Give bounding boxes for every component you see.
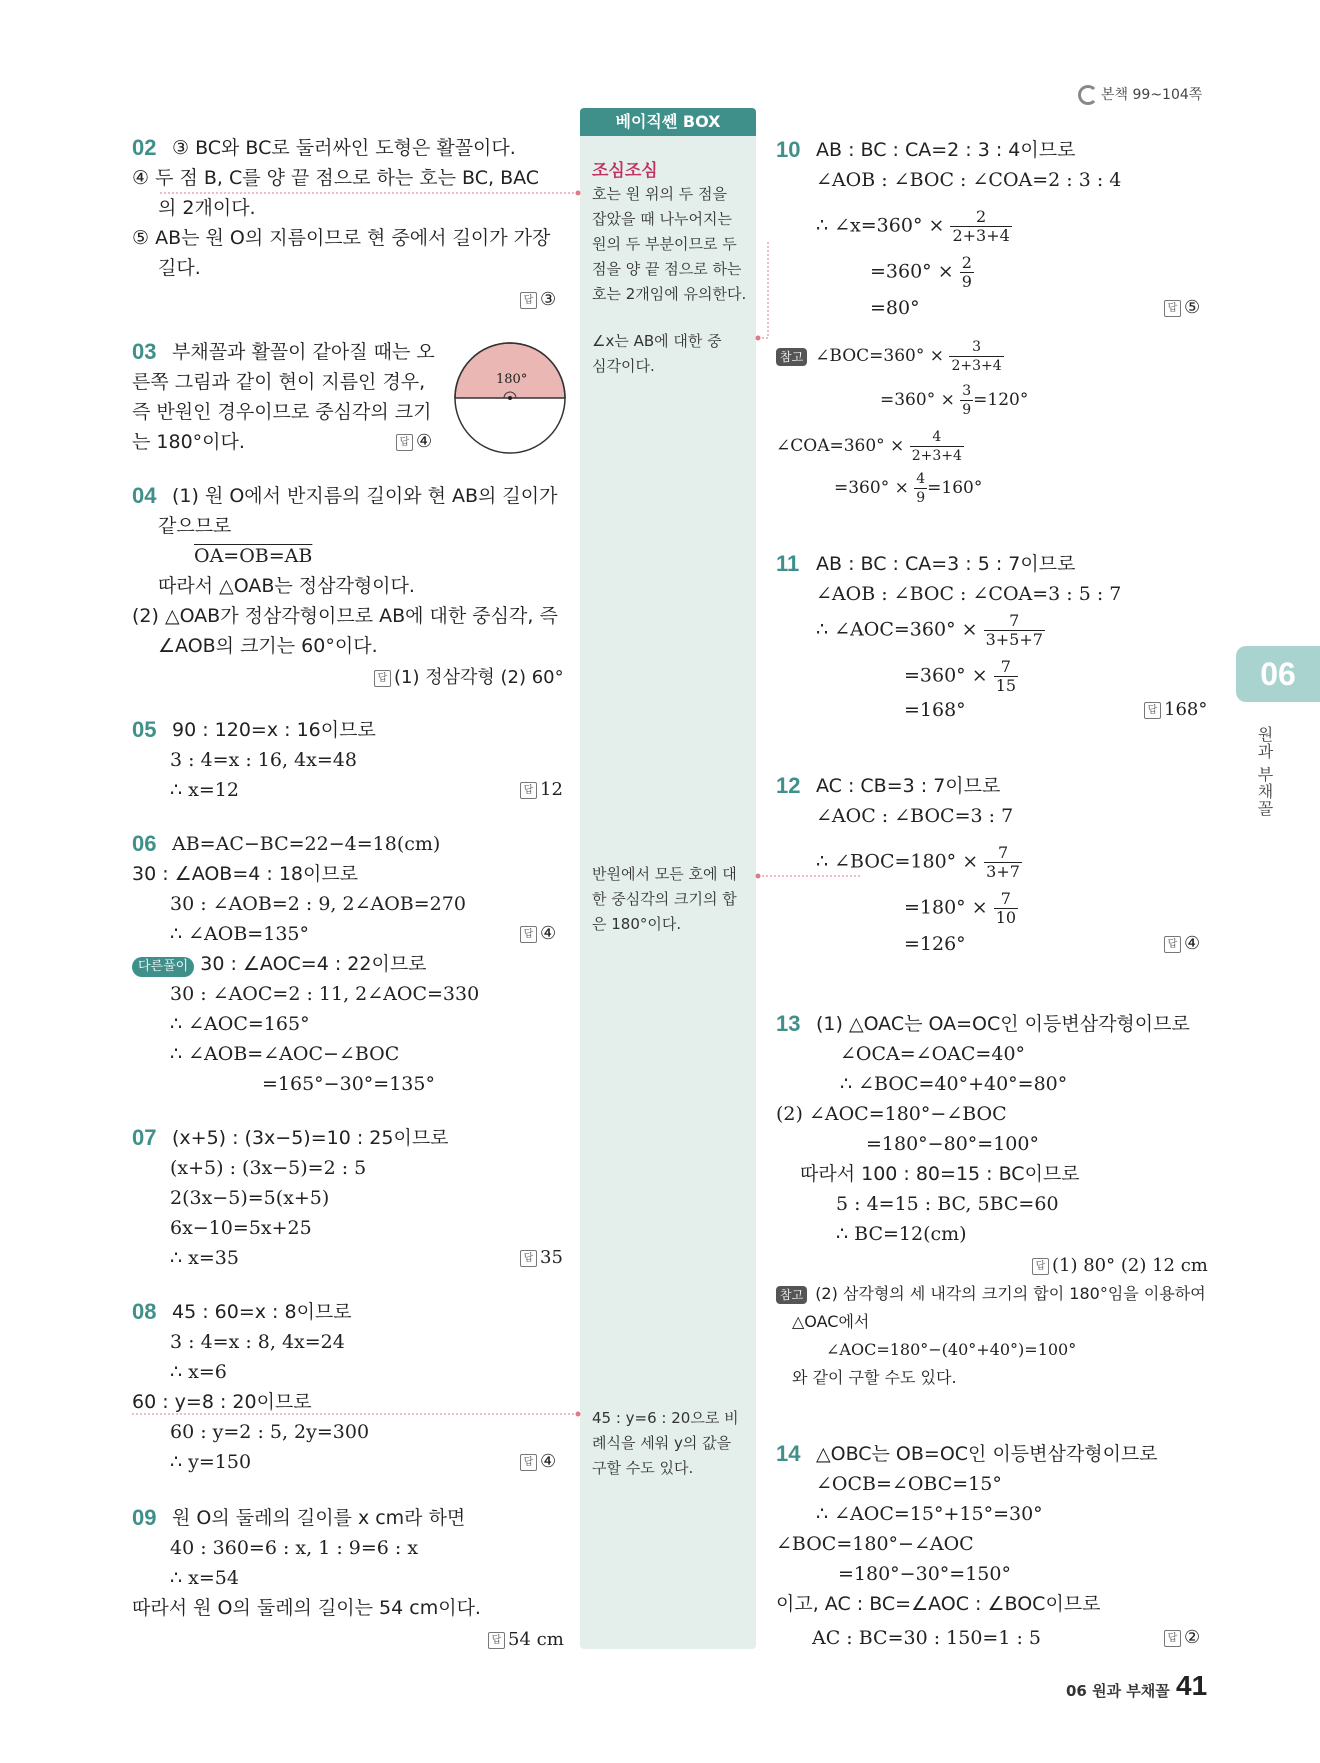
p09-line3: ∴ x=54 bbox=[170, 1567, 239, 1589]
p05-line2: 3 : 4=x : 16, 4x=48 bbox=[170, 749, 357, 771]
p10-line2: ∠AOB : ∠BOC : ∠COA=2 : 3 : 4 bbox=[816, 169, 1122, 191]
p08-line3: ∴ x=6 bbox=[170, 1361, 227, 1383]
p04-line3: OA=OB=AB bbox=[194, 545, 313, 567]
p14-line4: ∠BOC=180°−∠AOC bbox=[776, 1533, 974, 1555]
problem-number: 12 bbox=[776, 773, 801, 798]
p06-line2: 30 : ∠AOB=4 : 18이므로 bbox=[132, 863, 359, 885]
p13-ref-line4: 와 같이 구할 수도 있다. bbox=[792, 1368, 957, 1387]
problem-number: 02 bbox=[132, 135, 157, 160]
problem-number: 10 bbox=[776, 137, 801, 162]
p03-line1: 부채꼴과 활꼴이 같아질 때는 오 bbox=[172, 341, 435, 363]
fraction: $\frac{3}{9}$ bbox=[962, 383, 972, 418]
p08-line2: 3 : 4=x : 8, 4x=24 bbox=[170, 1331, 345, 1353]
p08-line1: 45 : 60=x : 8이므로 bbox=[172, 1301, 352, 1323]
p02-line4: ⑤ AB는 원 O의 지름이므로 현 중에서 길이가 가장 bbox=[132, 227, 551, 249]
fraction: $\frac{2}{2+3+4}$ bbox=[952, 207, 1010, 245]
fraction: $\frac{7}{3+7}$ bbox=[986, 843, 1020, 881]
p04-line6: ∠AOB의 크기는 60°이다. bbox=[158, 635, 378, 657]
p13-line5: =180°−80°=100° bbox=[866, 1133, 1039, 1155]
p11-line1: AB : BC : CA=3 : 5 : 7이므로 bbox=[816, 553, 1076, 575]
p13-line3: ∴ ∠BOC=40°+40°=80° bbox=[840, 1073, 1068, 1095]
p04-line4: 따라서 △OAB는 정삼각형이다. bbox=[158, 575, 415, 597]
p02-line5: 길다. bbox=[158, 257, 201, 279]
p03-answer: 답 ④ bbox=[396, 430, 432, 454]
answer-icon: 답 bbox=[1164, 1630, 1181, 1647]
answer-icon: 답 bbox=[520, 292, 537, 309]
p10-line4: =360° × $\frac{2}{9}$ bbox=[870, 253, 972, 291]
problem-number: 14 bbox=[776, 1441, 801, 1466]
p11-answer: 답 168° bbox=[1144, 698, 1207, 722]
fraction: $\frac{4}{2+3+4}$ bbox=[911, 429, 962, 464]
alt-solution-tag: 다른풀이 bbox=[132, 957, 194, 977]
p09-line4: 따라서 원 O의 둘레의 길이는 54 cm이다. bbox=[132, 1597, 481, 1619]
p14-line5: =180°−30°=150° bbox=[838, 1563, 1011, 1585]
p10-ref-line3: ∠COA=360° × $\frac{4}{2+3+4}$ bbox=[776, 429, 962, 464]
note-tag: 참고 bbox=[776, 348, 807, 366]
p10-line1: AB : BC : CA=2 : 3 : 4이므로 bbox=[816, 139, 1076, 161]
p13-line1: (1) △OAC는 OA=OC인 이등변삼각형이므로 bbox=[816, 1013, 1190, 1035]
p08-line4: 60 : y=8 : 20이므로 bbox=[132, 1391, 312, 1413]
box-note-1: 호는 원 위의 두 점을 잡았을 때 나누어지는 원의 두 부분이므로 두 점을 양 끝 점으로 하는 호는 2개임에 유의한다. bbox=[592, 185, 747, 303]
p07-line2: (x+5) : (3x−5)=2 : 5 bbox=[170, 1157, 367, 1179]
problem-number: 05 bbox=[132, 717, 157, 742]
box-note-3: 반원에서 모든 호에 대 한 중심각의 크기의 합 은 180°이다. bbox=[592, 865, 737, 933]
p12-line2: ∠AOC : ∠BOC=3 : 7 bbox=[816, 805, 1014, 827]
p06-line1: AB=AC−BC=22−4=18(cm) bbox=[172, 833, 441, 855]
answer-icon: 답 bbox=[1164, 936, 1181, 953]
p03-line3: 즉 반원인 경우이므로 중심각의 크기 bbox=[132, 401, 432, 423]
p13-ref-line2: △OAC에서 bbox=[792, 1312, 870, 1331]
p14-line7: AC : BC=30 : 150=1 : 5 bbox=[812, 1627, 1042, 1649]
p07-line4: 6x−10=5x+25 bbox=[170, 1217, 312, 1239]
p10-ref-line4: =360° × $\frac{4}{9}$ =160° bbox=[834, 471, 983, 506]
p06-line3: 30 : ∠AOB=2 : 9, 2∠AOB=270 bbox=[170, 893, 466, 915]
p07-line3: 2(3x−5)=5(x+5) bbox=[170, 1187, 330, 1209]
p06-alt-line: 다른풀이 30 : ∠AOC=4 : 22이므로 bbox=[132, 952, 427, 977]
p08-answer: 답 ④ bbox=[520, 1450, 556, 1474]
p12-line5: =126° bbox=[904, 933, 966, 955]
answer-icon: 답 bbox=[1032, 1258, 1049, 1275]
p14-line6: 이고, AC : BC=∠AOC : ∠BOC이므로 bbox=[776, 1593, 1101, 1615]
fraction: $\frac{7}{15}$ bbox=[995, 657, 1017, 695]
p02-line2: ④ 두 점 B, C를 양 끝 점으로 하는 호는 BC, BAC bbox=[132, 167, 540, 189]
p09-line2: 40 : 360=6 : x, 1 : 9=6 : x bbox=[170, 1537, 419, 1559]
p08-line5: 60 : y=2 : 5, 2y=300 bbox=[170, 1421, 370, 1443]
problem-number: 11 bbox=[776, 551, 800, 576]
note-tag: 참고 bbox=[776, 1286, 807, 1304]
p06-line4: ∴ ∠AOB=135° bbox=[170, 923, 309, 945]
p14-line2: ∠OCB=∠OBC=15° bbox=[816, 1473, 1002, 1495]
answer-icon: 답 bbox=[520, 1454, 537, 1471]
p03-line4: 는 180°이다. bbox=[132, 431, 245, 453]
p02-answer: 답 ③ bbox=[520, 288, 556, 312]
p07-line1: (x+5) : (3x−5)=10 : 25이므로 bbox=[172, 1127, 449, 1149]
p10-ref-line2: =360° × $\frac{3}{9}$ =120° bbox=[880, 383, 1029, 418]
p12-line1: AC : CB=3 : 7이므로 bbox=[816, 775, 1001, 797]
fraction: $\frac{7}{10}$ bbox=[995, 889, 1017, 927]
p04-line2: 같으므로 bbox=[158, 515, 232, 537]
chapter-tab-title: 원과 부채꼴 bbox=[1255, 726, 1274, 818]
p09-answer: 답 54 cm bbox=[488, 1628, 564, 1652]
p11-line3: ∴ ∠AOC=360° × $\frac{7}{3+5+7}$ bbox=[816, 611, 1043, 649]
p05-line3: ∴ x=12 bbox=[170, 779, 239, 801]
p04-answer: 답 (1) 정삼각형 (2) 60° bbox=[374, 666, 564, 690]
p13-ref-line3: ∠AOC=180°−(40°+40°)=100° bbox=[826, 1340, 1077, 1359]
problem-number: 06 bbox=[132, 831, 157, 856]
p10-line3: ∴ ∠x=360° × $\frac{2}{2+3+4}$ bbox=[816, 207, 1010, 245]
p13-line2: ∠OCA=∠OAC=40° bbox=[840, 1043, 1026, 1065]
answer-icon: 답 bbox=[520, 1250, 537, 1267]
figure-angle-label: 180° bbox=[496, 372, 528, 387]
problem-number: 08 bbox=[132, 1299, 157, 1324]
p06-line6: 30 : ∠AOC=2 : 11, 2∠AOC=330 bbox=[170, 983, 480, 1005]
footer-chapter: 06 원과 부채꼴 bbox=[1066, 1682, 1170, 1700]
problem-number: 13 bbox=[776, 1011, 801, 1036]
p13-answer: 답 (1) 80° (2) 12 cm bbox=[1032, 1254, 1208, 1278]
p13-line7: 5 : 4=15 : BC, 5BC=60 bbox=[836, 1193, 1059, 1215]
p12-line3: ∴ ∠BOC=180° × $\frac{7}{3+7}$ bbox=[816, 843, 1020, 881]
p14-line3: ∴ ∠AOC=15°+15°=30° bbox=[816, 1503, 1043, 1525]
p06-line7: ∴ ∠AOC=165° bbox=[170, 1013, 310, 1035]
problem-number: 03 bbox=[132, 339, 157, 364]
p10-ref-line1: 참고 ∠BOC=360° × $\frac{3}{2+3+4}$ bbox=[776, 338, 1004, 375]
p08-line6: ∴ y=150 bbox=[170, 1451, 252, 1473]
p11-line2: ∠AOB : ∠BOC : ∠COA=3 : 5 : 7 bbox=[816, 583, 1122, 605]
fraction: $\frac{3}{2+3+4}$ bbox=[951, 339, 1002, 374]
p07-line5: ∴ x=35 bbox=[170, 1247, 239, 1269]
p11-line4: =360° × $\frac{7}{15}$ bbox=[904, 657, 1017, 695]
p11-line5: =168° bbox=[904, 699, 966, 721]
p02-line1: ③ BC와 BC로 둘러싸인 도형은 활꼴이다. bbox=[172, 137, 516, 159]
p02-line3: 의 2개이다. bbox=[158, 197, 256, 219]
fraction: $\frac{7}{3+5+7}$ bbox=[985, 611, 1043, 649]
box-note-2: ∠x는 AB에 대한 중 심각이다. bbox=[592, 332, 722, 375]
p03-line2: 른쪽 그림과 같이 현이 지름인 경우, bbox=[132, 371, 426, 393]
p05-answer: 답 12 bbox=[520, 778, 563, 802]
p10-answer: 답 ⑤ bbox=[1164, 296, 1200, 320]
box-note-4: 45 : y=6 : 20으로 비 례식을 세워 y의 값을 구할 수도 있다. bbox=[592, 1409, 739, 1477]
caution-title: 조심조심 bbox=[592, 161, 658, 181]
p04-line1: (1) 원 O에서 반지름의 길이와 현 AB의 길이가 bbox=[172, 485, 558, 507]
p14-line1: △OBC는 OB=OC인 이등변삼각형이므로 bbox=[816, 1443, 1158, 1465]
p13-line6: 따라서 100 : 80=15 : BC이므로 bbox=[800, 1163, 1080, 1185]
header-ref: 본책 99~104쪽 bbox=[1078, 84, 1202, 105]
answer-icon: 답 bbox=[1164, 300, 1181, 317]
semicircle-figure bbox=[452, 342, 568, 454]
p13-line4: (2) ∠AOC=180°−∠BOC bbox=[776, 1103, 1007, 1125]
p12-answer: 답 ④ bbox=[1164, 932, 1200, 956]
problem-number: 07 bbox=[132, 1125, 157, 1150]
answer-icon: 답 bbox=[1144, 702, 1161, 719]
p06-line8: ∴ ∠AOB=∠AOC−∠BOC bbox=[170, 1043, 400, 1065]
p04-line5: (2) △OAB가 정삼각형이므로 AB에 대한 중심각, 즉 bbox=[132, 605, 558, 627]
p10-line5: =80° bbox=[870, 297, 920, 319]
chapter-tab: 06 bbox=[1236, 646, 1320, 702]
problem-number: 04 bbox=[132, 483, 157, 508]
p13-ref-line1: 참고 (2) 삼각형의 세 내각의 크기의 합이 180°임을 이용하여 bbox=[776, 1282, 1206, 1306]
p06-line9: =165°−30°=135° bbox=[262, 1073, 435, 1095]
fraction: $\frac{4}{9}$ bbox=[916, 471, 926, 506]
answer-icon: 답 bbox=[520, 782, 537, 799]
fraction: $\frac{2}{9}$ bbox=[961, 253, 972, 291]
page-number: 41 bbox=[1176, 1670, 1208, 1701]
p12-line4: =180° × $\frac{7}{10}$ bbox=[904, 889, 1017, 927]
p14-answer: 답 ② bbox=[1164, 1626, 1200, 1650]
problem-number: 09 bbox=[132, 1505, 157, 1530]
p13-line8: ∴ BC=12(cm) bbox=[836, 1223, 967, 1245]
p09-line1: 원 O의 둘레의 길이를 x cm라 하면 bbox=[172, 1507, 466, 1529]
p05-line1: 90 : 120=x : 16이므로 bbox=[172, 719, 376, 741]
answer-icon: 답 bbox=[520, 926, 537, 943]
p06-answer: 답 ④ bbox=[520, 922, 556, 946]
p07-answer: 답 35 bbox=[520, 1246, 563, 1270]
answer-icon: 답 bbox=[488, 1632, 505, 1649]
basic-box-title: 베이직쎈 BOX bbox=[580, 108, 756, 136]
answer-icon: 답 bbox=[374, 670, 391, 687]
answer-icon: 답 bbox=[396, 434, 413, 451]
